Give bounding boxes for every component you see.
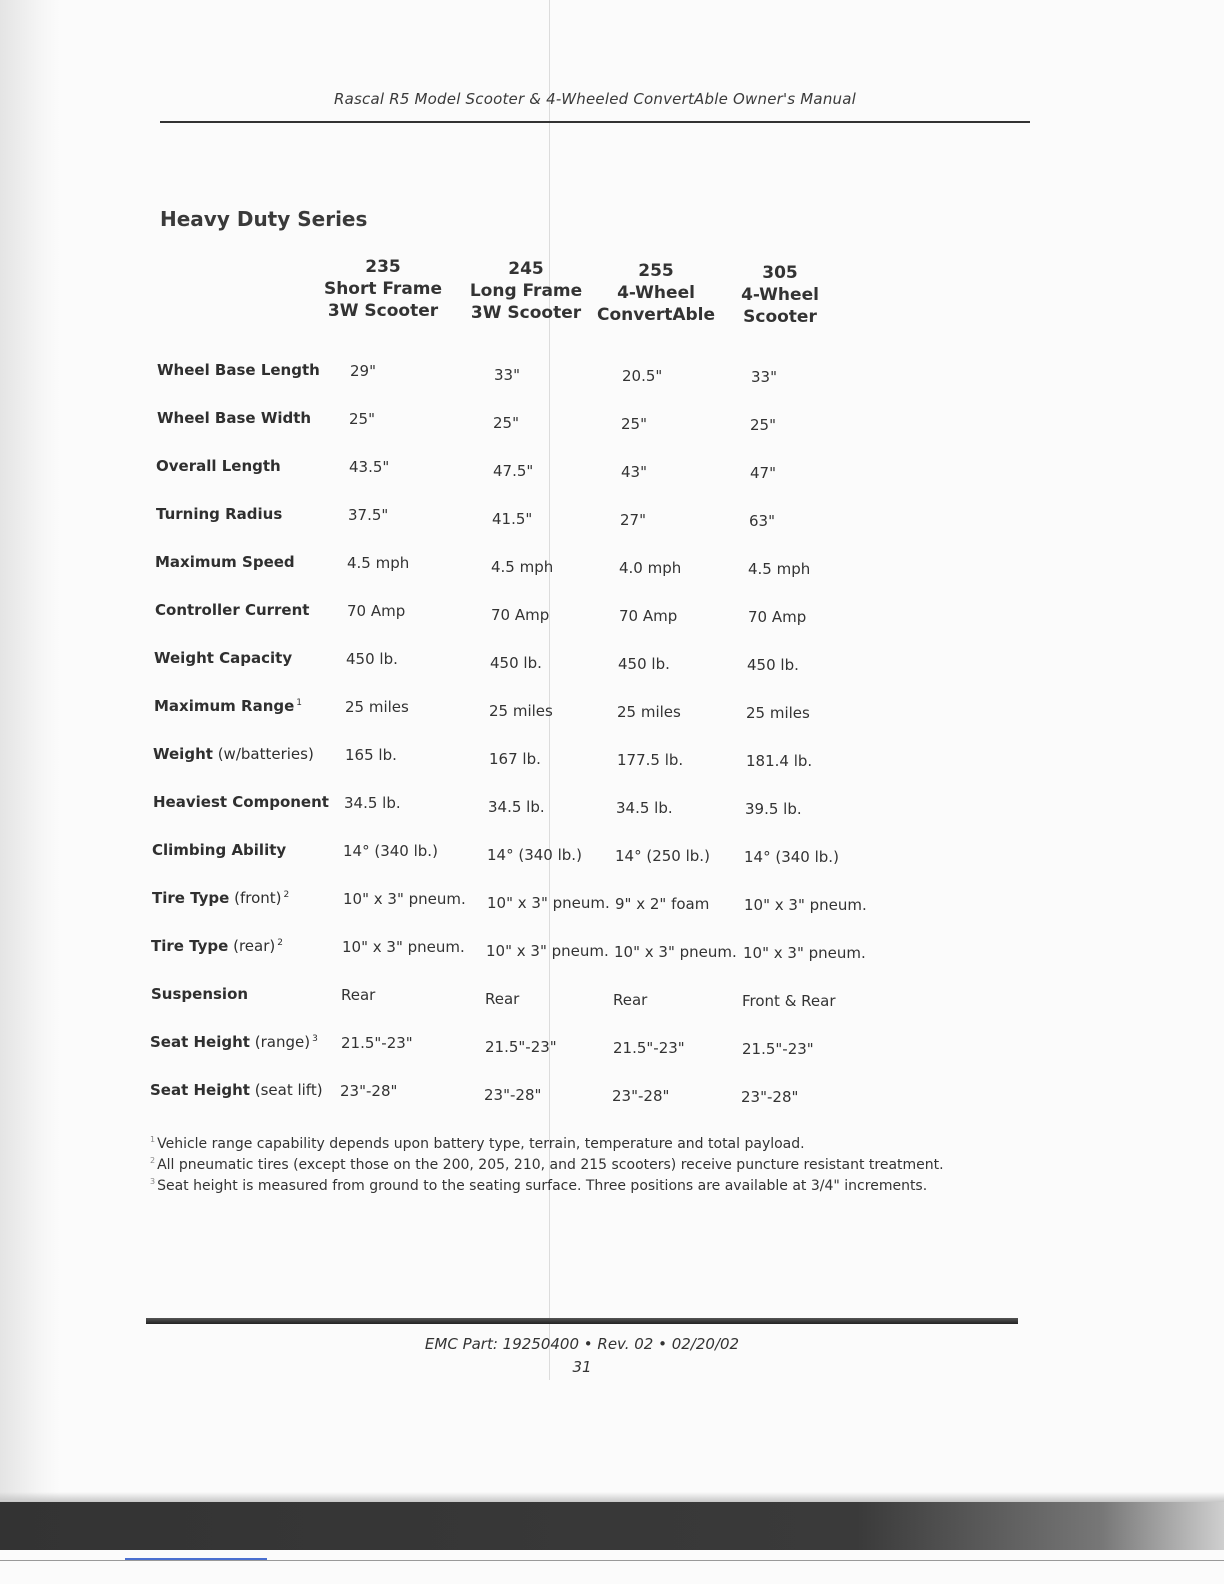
column-line2: 3W Scooter bbox=[327, 301, 439, 321]
spec-label-main: Overall Length bbox=[156, 457, 281, 475]
spec-value: 21.5"-23" bbox=[742, 1040, 814, 1058]
footnote bbox=[150, 1134, 1020, 1155]
spec-value: 70 Amp bbox=[748, 608, 807, 626]
spec-value: 450 lb. bbox=[747, 656, 799, 674]
spec-label bbox=[153, 793, 329, 811]
spec-value: 14° (340 lb.) bbox=[744, 848, 839, 866]
column-header-305 bbox=[695, 262, 865, 328]
footnote-reference: 1 bbox=[296, 698, 303, 708]
spec-label-qualifier: (range) bbox=[254, 1033, 311, 1051]
column-model: 235 bbox=[365, 257, 401, 277]
footnote-mark: 1 bbox=[150, 1135, 156, 1145]
spec-label-main: Maximum Speed bbox=[155, 553, 295, 571]
spec-value: 21.5"-23" bbox=[613, 1039, 685, 1057]
spec-label-main: Weight bbox=[153, 745, 213, 763]
spec-label-main: Suspension bbox=[151, 985, 249, 1003]
spec-label-main: Tire Type bbox=[152, 889, 230, 907]
spec-label-qualifier: (seat lift) bbox=[254, 1081, 323, 1099]
spec-value: 25 miles bbox=[746, 704, 810, 722]
footnote-text: All pneumatic tires (except those on the 200, 205, 210, and 215 scooters) receive puncture resistant treatment. bbox=[157, 1157, 944, 1173]
spec-label-main: Controller Current bbox=[155, 601, 310, 619]
spec-value: 14° (340 lb.) bbox=[343, 842, 438, 860]
spec-value: 25" bbox=[621, 415, 647, 433]
spec-value: 10" x 3" pneum. bbox=[486, 942, 609, 960]
spec-value: 33" bbox=[494, 366, 520, 384]
spec-label bbox=[155, 553, 295, 571]
spec-value: 34.5 lb. bbox=[344, 794, 401, 812]
spec-value: 177.5 lb. bbox=[617, 751, 684, 769]
spec-value: 47" bbox=[750, 464, 776, 482]
spec-label bbox=[150, 1033, 318, 1051]
footer-rule bbox=[146, 1318, 1018, 1324]
footnote-reference: 2 bbox=[283, 890, 290, 900]
spec-value: 29" bbox=[350, 362, 376, 380]
spec-label bbox=[154, 697, 302, 715]
spec-row bbox=[0, 1033, 1224, 1063]
spec-value: 70 Amp bbox=[347, 602, 406, 620]
spec-value: 33" bbox=[751, 368, 777, 386]
spec-label-main: Seat Height bbox=[150, 1081, 250, 1099]
spec-value: 450 lb. bbox=[346, 650, 398, 668]
spec-label bbox=[151, 937, 283, 955]
spec-value: 70 Amp bbox=[619, 607, 678, 625]
footnote-text: Seat height is measured from ground to the seating surface. Three positions are available at 3/4" increments. bbox=[157, 1178, 928, 1194]
spec-row bbox=[0, 457, 1224, 487]
footnote bbox=[150, 1155, 1020, 1176]
spec-value: 450 lb. bbox=[618, 655, 670, 673]
spec-value: 181.4 lb. bbox=[746, 752, 813, 770]
spec-label-qualifier: (w/batteries) bbox=[217, 745, 314, 763]
spec-value: 21.5"-23" bbox=[485, 1038, 557, 1056]
spec-value: 10" x 3" pneum. bbox=[343, 890, 466, 908]
spec-label bbox=[156, 457, 281, 475]
spec-label-main: Wheel Base Width bbox=[157, 409, 312, 427]
spec-label-qualifier: (rear) bbox=[233, 937, 276, 955]
spec-row bbox=[0, 361, 1224, 391]
spec-value: 25" bbox=[349, 410, 375, 428]
footnote-reference: 3 bbox=[312, 1034, 318, 1044]
column-line2: 3W Scooter bbox=[470, 303, 582, 323]
spec-value: Rear bbox=[341, 986, 376, 1004]
column-line2: Scooter bbox=[743, 307, 817, 327]
spec-row bbox=[0, 649, 1224, 679]
spec-value: 23"-28" bbox=[612, 1087, 670, 1105]
spec-value: 14° (340 lb.) bbox=[487, 846, 582, 864]
spec-row bbox=[0, 889, 1224, 919]
spec-value: 27" bbox=[620, 511, 646, 529]
spec-label bbox=[157, 361, 320, 379]
column-line1: Short Frame bbox=[323, 279, 443, 299]
footnote-reference: 2 bbox=[277, 938, 283, 948]
spec-label-main: Maximum Range bbox=[154, 697, 295, 715]
spec-value: Front & Rear bbox=[742, 992, 836, 1010]
spec-label-main: Climbing Ability bbox=[152, 841, 287, 859]
footnote-mark: 3 bbox=[150, 1177, 156, 1187]
footnote bbox=[150, 1176, 1020, 1197]
spec-row bbox=[0, 601, 1224, 631]
spec-row bbox=[0, 841, 1224, 871]
spec-label bbox=[153, 745, 314, 763]
spec-value: 14° (250 lb.) bbox=[615, 847, 710, 865]
spec-label bbox=[155, 601, 309, 619]
spec-value: 34.5 lb. bbox=[616, 799, 673, 817]
spec-value: 20.5" bbox=[622, 367, 663, 385]
spec-label bbox=[152, 889, 289, 907]
spec-row bbox=[0, 697, 1224, 727]
spec-value: 10" x 3" pneum. bbox=[342, 938, 465, 956]
footnote-mark: 2 bbox=[150, 1156, 156, 1166]
spec-value: 25" bbox=[493, 414, 519, 432]
spec-value: 63" bbox=[749, 512, 775, 530]
column-line1: 4-Wheel bbox=[617, 283, 695, 303]
spec-label bbox=[156, 505, 282, 523]
spec-value: 9" x 2" foam bbox=[615, 895, 710, 913]
spec-value: 39.5 lb. bbox=[745, 800, 802, 818]
column-line1: Long Frame bbox=[469, 281, 583, 301]
spec-label-main: Heaviest Component bbox=[153, 793, 329, 811]
column-line2: ConvertAble bbox=[596, 305, 716, 325]
spec-row bbox=[0, 745, 1224, 775]
spec-value: 23"-28" bbox=[484, 1086, 542, 1104]
spec-value: 10" x 3" pneum. bbox=[614, 943, 737, 961]
page-number: 31 bbox=[572, 1358, 592, 1376]
spec-value: 4.5 mph bbox=[748, 560, 811, 578]
spec-label-main: Turning Radius bbox=[156, 505, 283, 523]
spec-value: Rear bbox=[613, 991, 648, 1009]
column-line1: 4-Wheel bbox=[741, 285, 819, 305]
spec-label bbox=[151, 985, 248, 1003]
spec-value: 450 lb. bbox=[490, 654, 542, 672]
column-model: 245 bbox=[508, 259, 544, 279]
spec-value: 21.5"-23" bbox=[341, 1034, 413, 1052]
scan-bottom-bar bbox=[0, 1502, 1224, 1550]
spec-value: 41.5" bbox=[492, 510, 533, 528]
spec-row bbox=[0, 985, 1224, 1015]
section-title: Heavy Duty Series bbox=[160, 207, 368, 231]
spec-label-main: Weight Capacity bbox=[154, 649, 293, 667]
spec-label bbox=[152, 841, 286, 859]
spec-row bbox=[0, 793, 1224, 823]
spec-value: 37.5" bbox=[348, 506, 389, 524]
footnotes bbox=[150, 1134, 1020, 1197]
spec-value: 23"-28" bbox=[741, 1088, 799, 1106]
spec-value: 10" x 3" pneum. bbox=[743, 944, 866, 962]
spec-label bbox=[150, 1081, 323, 1099]
spec-label bbox=[154, 649, 292, 667]
spec-row bbox=[0, 505, 1224, 535]
spec-label bbox=[157, 409, 311, 427]
spec-value: 167 lb. bbox=[489, 750, 541, 768]
scan-bottom-line bbox=[0, 1560, 1224, 1561]
spec-row bbox=[0, 409, 1224, 439]
spec-value: 4.5 mph bbox=[347, 554, 410, 572]
spec-value: 4.0 mph bbox=[619, 559, 682, 577]
spec-label-main: Seat Height bbox=[150, 1033, 250, 1051]
spec-value: 10" x 3" pneum. bbox=[744, 896, 867, 914]
spec-row bbox=[0, 553, 1224, 583]
spec-value: 25" bbox=[750, 416, 776, 434]
manual-header: Rascal R5 Model Scooter & 4-Wheeled ConvertAble Owner's Manual bbox=[334, 90, 856, 108]
column-model: 305 bbox=[762, 263, 798, 283]
spec-value: 70 Amp bbox=[491, 606, 550, 624]
footnote-text: Vehicle range capability depends upon battery type, terrain, temperature and total payload. bbox=[157, 1136, 805, 1152]
spec-label-main: Wheel Base Length bbox=[157, 361, 320, 379]
spec-row bbox=[0, 1081, 1224, 1111]
header-rule bbox=[160, 121, 1030, 123]
spec-value: 25 miles bbox=[345, 698, 409, 716]
scan-blue-mark bbox=[125, 1558, 267, 1560]
spec-label-main: Tire Type bbox=[151, 937, 229, 955]
spec-value: 23"-28" bbox=[340, 1082, 398, 1100]
spec-value: 25 miles bbox=[617, 703, 681, 721]
spec-label-qualifier: (front) bbox=[234, 889, 282, 907]
spec-value: 43.5" bbox=[349, 458, 390, 476]
column-model: 255 bbox=[638, 261, 674, 281]
spec-value: 47.5" bbox=[493, 462, 534, 480]
spec-value: 10" x 3" pneum. bbox=[487, 894, 610, 912]
spec-value: Rear bbox=[485, 990, 520, 1008]
spec-value: 165 lb. bbox=[345, 746, 397, 764]
footer-part-number: EMC Part: 19250400 • Rev. 02 • 02/20/02 bbox=[424, 1335, 740, 1353]
spec-value: 4.5 mph bbox=[491, 558, 554, 576]
spec-value: 25 miles bbox=[489, 702, 553, 720]
spec-value: 43" bbox=[621, 463, 647, 481]
spec-row bbox=[0, 937, 1224, 967]
spec-value: 34.5 lb. bbox=[488, 798, 545, 816]
